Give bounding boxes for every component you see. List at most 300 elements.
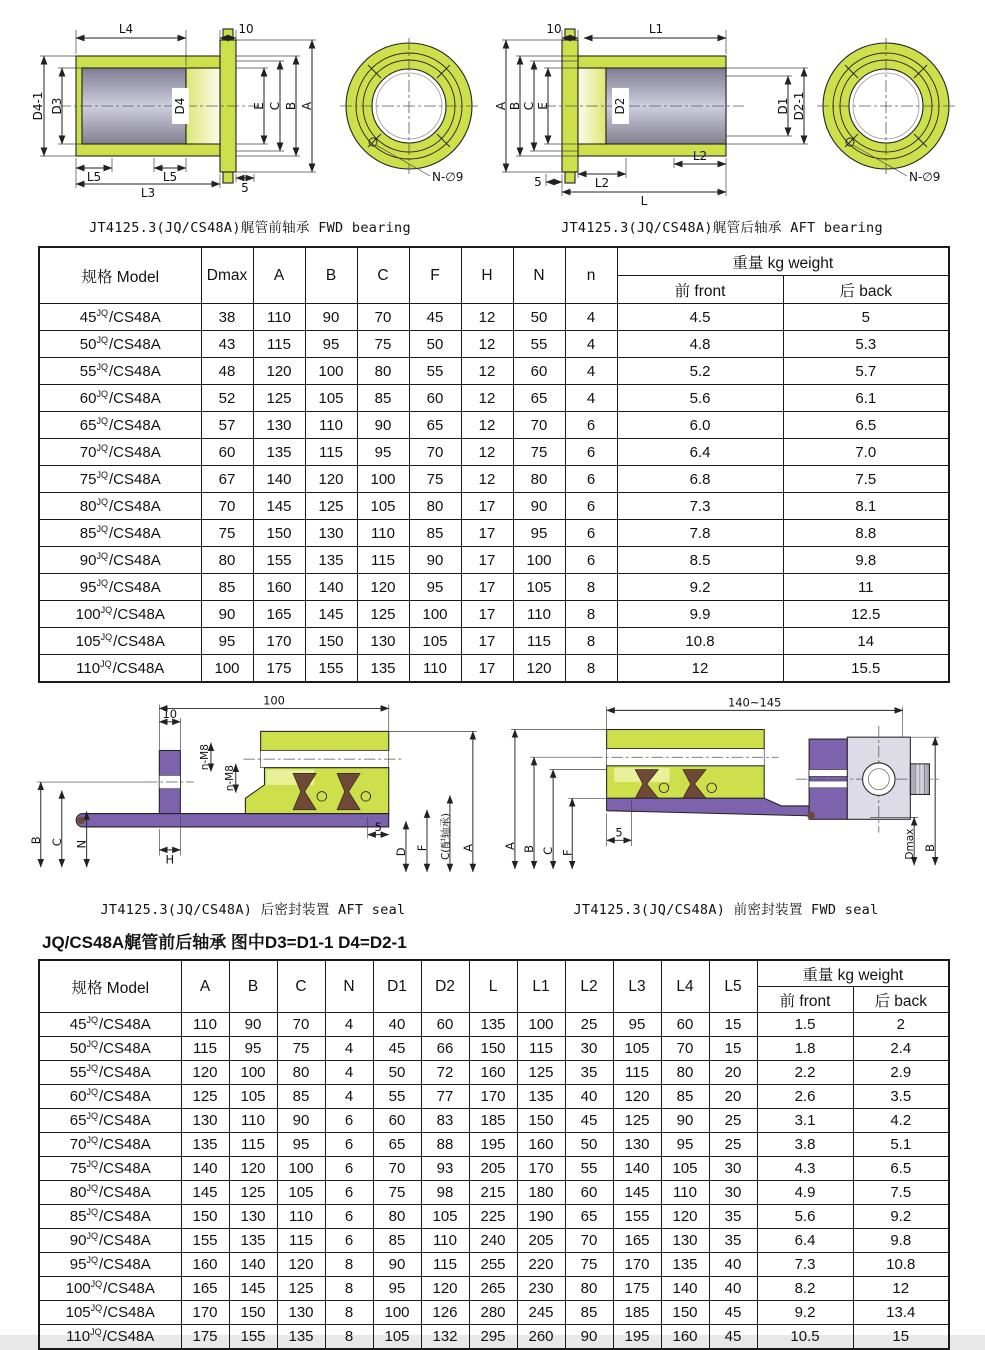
- dim-value-cell: 240: [469, 1229, 517, 1253]
- dim-value-cell: 40: [565, 1085, 613, 1109]
- dim-value-cell: 170: [181, 1301, 229, 1325]
- fwd-bearing-svg: [14, 14, 486, 210]
- dim-value-cell: 115: [305, 439, 357, 466]
- model-cell: $105^{JQ}/CS48A$: [39, 628, 201, 655]
- dim-value-cell: 4: [325, 1013, 373, 1037]
- dim-value-cell: 90: [201, 601, 253, 628]
- dim-value-cell: 72: [421, 1061, 469, 1085]
- dim-label-10: 10: [238, 22, 254, 36]
- dim-value-cell: 12: [461, 412, 513, 439]
- dim-value-cell: 140: [661, 1277, 709, 1301]
- dim-value-cell: 35: [565, 1061, 613, 1085]
- model-cell: $90^{JQ}/CS48A$: [39, 547, 201, 574]
- dim-value-cell: 75: [409, 466, 461, 493]
- dim-label-l5a: L5: [86, 170, 102, 184]
- dim-value-cell: 65: [513, 385, 565, 412]
- dim-value-cell: 140: [305, 574, 357, 601]
- dim-value-cell: 150: [229, 1301, 277, 1325]
- dim-value-cell: 155: [613, 1205, 661, 1229]
- table-row: [39, 1229, 949, 1253]
- dim-value-cell: 50: [409, 331, 461, 358]
- dim-value-cell: 4: [325, 1061, 373, 1085]
- bolt-hole-label: N-∅9: [909, 170, 941, 184]
- dim-value-cell: 135: [181, 1133, 229, 1157]
- dim-label-b2: B: [923, 844, 938, 852]
- dim-value-cell: 67: [201, 466, 253, 493]
- dim-value-cell: 6: [565, 520, 617, 547]
- dim-value-cell: 70: [513, 412, 565, 439]
- weight-front-cell: 4.8: [617, 331, 783, 358]
- dim-value-cell: 20: [709, 1085, 757, 1109]
- dim-value-cell: 50: [373, 1061, 421, 1085]
- table-row: [39, 1253, 949, 1277]
- weight-front-cell: 8.5: [617, 547, 783, 574]
- column-header: C: [277, 960, 325, 1013]
- column-header: D1: [373, 960, 421, 1013]
- dim-value-cell: 125: [613, 1109, 661, 1133]
- dim-value-cell: 75: [565, 1253, 613, 1277]
- dim-value-cell: 80: [357, 358, 409, 385]
- dim-value-cell: 98: [421, 1181, 469, 1205]
- dim-value-cell: 35: [709, 1205, 757, 1229]
- dim-value-cell: 17: [461, 601, 513, 628]
- dim-value-cell: 130: [357, 628, 409, 655]
- dim-label-l: L: [640, 194, 648, 208]
- table-row: [39, 1061, 949, 1085]
- dim-value-cell: 160: [469, 1061, 517, 1085]
- dim-value-cell: 105: [229, 1085, 277, 1109]
- column-header: L4: [661, 960, 709, 1013]
- column-header: N: [325, 960, 373, 1013]
- weight-back-cell: 14: [783, 628, 949, 655]
- dim-value-cell: 80: [661, 1061, 709, 1085]
- model-cell: $70^{JQ}/CS48A$: [39, 439, 201, 466]
- dim-value-cell: 135: [517, 1085, 565, 1109]
- weight-front-cell: 9.2: [757, 1301, 853, 1325]
- dim-value-cell: 17: [461, 628, 513, 655]
- dim-label-d4: D4: [173, 97, 187, 115]
- dim-value-cell: 150: [253, 520, 305, 547]
- model-cell: $55^{JQ}/CS48A$: [39, 1061, 181, 1085]
- dim-label-l2a: L2: [594, 176, 610, 190]
- dim-label-d4-1: D4-1: [31, 91, 45, 121]
- dim-value-cell: 110: [229, 1109, 277, 1133]
- dim-label-b: B: [284, 101, 298, 111]
- clamp-bolt-hole: [863, 763, 895, 795]
- table-row: [39, 1325, 949, 1350]
- weight-back-cell: 12.5: [783, 601, 949, 628]
- dim-value-cell: 6: [565, 493, 617, 520]
- weight-front-cell: 2.6: [757, 1085, 853, 1109]
- column-header: Dmax: [201, 247, 253, 304]
- dim-value-cell: 75: [373, 1181, 421, 1205]
- dim-value-cell: 52: [201, 385, 253, 412]
- weight-back-cell: 9.2: [853, 1205, 949, 1229]
- weight-front-cell: 9.9: [617, 601, 783, 628]
- table-row: [39, 1085, 949, 1109]
- dim-value-cell: 55: [409, 358, 461, 385]
- fwd-bearing-caption: JT4125.3(JQ/CS48A)艉管前轴承 FWD bearing: [89, 220, 411, 236]
- dim-value-cell: 6: [565, 547, 617, 574]
- dim-value-cell: 95: [201, 628, 253, 655]
- dim-label-b: B: [508, 101, 522, 111]
- dim-label-range: 140~145: [727, 695, 782, 710]
- dim-value-cell: 60: [421, 1013, 469, 1037]
- dim-value-cell: 4: [565, 304, 617, 331]
- dim-label-c: C: [268, 101, 282, 111]
- dim-value-cell: 70: [409, 439, 461, 466]
- seal-base-plate: [76, 814, 389, 827]
- dim-value-cell: 105: [373, 1325, 421, 1350]
- dim-value-cell: 6: [325, 1181, 373, 1205]
- weight-back-cell: 7.5: [853, 1181, 949, 1205]
- dim-value-cell: 80: [201, 547, 253, 574]
- dim-value-cell: 95: [513, 520, 565, 547]
- dim-value-cell: 115: [613, 1061, 661, 1085]
- dim-label-c: C: [541, 846, 556, 855]
- dim-value-cell: 115: [253, 331, 305, 358]
- dim-label-l1: L1: [648, 22, 664, 36]
- dim-value-cell: 17: [461, 493, 513, 520]
- dim-value-cell: 100: [201, 655, 253, 683]
- dim-value-cell: 6: [325, 1133, 373, 1157]
- dim-value-cell: 90: [305, 304, 357, 331]
- aft-seal-dimensions: [29, 694, 477, 872]
- dim-value-cell: 85: [565, 1301, 613, 1325]
- column-header-back: 后 back: [853, 987, 949, 1013]
- dim-value-cell: 40: [709, 1253, 757, 1277]
- aft-bearing-front-view: [817, 38, 955, 184]
- dim-value-cell: 125: [277, 1277, 325, 1301]
- dim-value-cell: 100: [305, 358, 357, 385]
- dim-value-cell: 45: [709, 1325, 757, 1350]
- column-header: L1: [517, 960, 565, 1013]
- dim-value-cell: 150: [181, 1205, 229, 1229]
- dim-value-cell: 95: [661, 1133, 709, 1157]
- dim-value-cell: 160: [661, 1325, 709, 1350]
- dim-value-cell: 65: [565, 1205, 613, 1229]
- dim-value-cell: 130: [229, 1205, 277, 1229]
- column-header-model: 规格 Model: [39, 960, 181, 1013]
- dim-value-cell: 260: [517, 1325, 565, 1350]
- dim-value-cell: 75: [201, 520, 253, 547]
- dim-value-cell: 95: [357, 439, 409, 466]
- weight-back-cell: 9.8: [783, 547, 949, 574]
- dim-value-cell: 125: [181, 1085, 229, 1109]
- dim-value-cell: 70: [565, 1229, 613, 1253]
- dim-value-cell: 265: [469, 1277, 517, 1301]
- dim-value-cell: 100: [409, 601, 461, 628]
- dim-value-cell: 130: [661, 1229, 709, 1253]
- weight-front-cell: 5.2: [617, 358, 783, 385]
- table-row: [39, 385, 949, 412]
- column-header: L2: [565, 960, 613, 1013]
- dim-value-cell: 170: [253, 628, 305, 655]
- dim-value-cell: 35: [709, 1229, 757, 1253]
- dim-value-cell: 85: [201, 574, 253, 601]
- dim-value-cell: 115: [513, 628, 565, 655]
- fwd-seal-drawing: [492, 695, 960, 918]
- weight-front-cell: 6.4: [617, 439, 783, 466]
- dim-label-l5b: L5: [162, 170, 178, 184]
- dim-value-cell: 65: [373, 1133, 421, 1157]
- weight-back-cell: 7.5: [783, 466, 949, 493]
- weight-front-cell: 4.9: [757, 1181, 853, 1205]
- weight-front-cell: 12: [617, 655, 783, 683]
- dim-value-cell: 12: [461, 466, 513, 493]
- dim-value-cell: 80: [513, 466, 565, 493]
- dim-label-b: B: [28, 836, 43, 845]
- dim-label-10: 10: [162, 706, 178, 721]
- dim-value-cell: 80: [565, 1277, 613, 1301]
- dim-value-cell: 145: [613, 1181, 661, 1205]
- bolt-hole-label: N-∅9: [432, 170, 464, 184]
- model-cell: $85^{JQ}/CS48A$: [39, 1205, 181, 1229]
- note-line: JQ/CS48A艉管前后轴承 图中D3=D1-1 D4=D2-1: [42, 933, 407, 952]
- model-cell: $60^{JQ}/CS48A$: [39, 385, 201, 412]
- table-row: [39, 655, 949, 683]
- dim-value-cell: 120: [357, 574, 409, 601]
- dim-value-cell: 220: [517, 1253, 565, 1277]
- aft-bearing-side-view: [494, 22, 808, 208]
- dim-label-c-fit: C(配轴承): [439, 813, 452, 861]
- weight-front-cell: 6.4: [757, 1229, 853, 1253]
- dim-value-cell: 130: [253, 412, 305, 439]
- dim-value-cell: 38: [201, 304, 253, 331]
- dim-value-cell: 4: [565, 331, 617, 358]
- model-cell: $65^{JQ}/CS48A$: [39, 1109, 181, 1133]
- dim-value-cell: 125: [253, 385, 305, 412]
- dim-value-cell: 135: [305, 547, 357, 574]
- dim-value-cell: 135: [277, 1325, 325, 1350]
- dim-label-nm8b: n-M8: [223, 765, 236, 792]
- dim-value-cell: 205: [469, 1157, 517, 1181]
- weight-front-cell: 5.6: [617, 385, 783, 412]
- aft-seal-svg: [14, 695, 492, 892]
- weight-front-cell: 7.8: [617, 520, 783, 547]
- dim-value-cell: 165: [181, 1277, 229, 1301]
- dim-value-cell: 4: [565, 358, 617, 385]
- table-row: [39, 493, 949, 520]
- dim-value-cell: 25: [565, 1013, 613, 1037]
- dim-value-cell: 55: [513, 331, 565, 358]
- dim-value-cell: 75: [277, 1037, 325, 1061]
- dim-value-cell: 12: [461, 331, 513, 358]
- dim-label-b: B: [522, 844, 537, 853]
- dim-label-e: E: [252, 102, 266, 110]
- dim-value-cell: 170: [517, 1157, 565, 1181]
- model-cell: $80^{JQ}/CS48A$: [39, 1181, 181, 1205]
- dim-value-cell: 135: [357, 655, 409, 683]
- dim-value-cell: 135: [469, 1013, 517, 1037]
- column-header: H: [461, 247, 513, 304]
- dim-value-cell: 120: [253, 358, 305, 385]
- model-cell: $75^{JQ}/CS48A$: [39, 1157, 181, 1181]
- dim-value-cell: 90: [357, 412, 409, 439]
- column-header: B: [229, 960, 277, 1013]
- weight-back-cell: 4.2: [853, 1109, 949, 1133]
- dim-value-cell: 215: [469, 1181, 517, 1205]
- weight-front-cell: 6.0: [617, 412, 783, 439]
- dim-value-cell: 95: [229, 1037, 277, 1061]
- table-row: [39, 1109, 949, 1133]
- dim-value-cell: 185: [469, 1109, 517, 1133]
- dim-label-5: 5: [374, 819, 382, 834]
- dim-value-cell: 8: [325, 1253, 373, 1277]
- fwd-bearing-drawing: [14, 14, 486, 236]
- dim-value-cell: 145: [229, 1277, 277, 1301]
- weight-front-cell: 5.6: [757, 1205, 853, 1229]
- dim-value-cell: 115: [357, 547, 409, 574]
- bearing-table-body: [39, 304, 949, 683]
- bearing-spec-table: [38, 246, 950, 683]
- dim-value-cell: 105: [421, 1205, 469, 1229]
- dim-value-cell: 125: [305, 493, 357, 520]
- dim-value-cell: 80: [409, 493, 461, 520]
- dim-value-cell: 8: [325, 1277, 373, 1301]
- column-header: A: [253, 247, 305, 304]
- dim-value-cell: 30: [709, 1181, 757, 1205]
- dim-value-cell: 48: [201, 358, 253, 385]
- dim-value-cell: 160: [181, 1253, 229, 1277]
- dim-label-d: D: [394, 847, 409, 857]
- dim-value-cell: 6: [325, 1205, 373, 1229]
- dim-value-cell: 70: [201, 493, 253, 520]
- aft-bearing-caption: JT4125.3(JQ/CS48A)艉管后轴承 AFT bearing: [561, 220, 883, 236]
- model-cell: $90^{JQ}/CS48A$: [39, 1229, 181, 1253]
- dim-value-cell: 20: [709, 1061, 757, 1085]
- dim-value-cell: 95: [373, 1277, 421, 1301]
- dim-value-cell: 100: [373, 1301, 421, 1325]
- dim-value-cell: 8: [565, 574, 617, 601]
- dim-label-5: 5: [615, 825, 623, 840]
- dim-value-cell: 83: [421, 1109, 469, 1133]
- dim-value-cell: 70: [661, 1037, 709, 1061]
- dim-value-cell: 30: [709, 1157, 757, 1181]
- table-row: [39, 1205, 949, 1229]
- aft-bearing-svg: [486, 14, 958, 210]
- dim-value-cell: 245: [517, 1301, 565, 1325]
- bolt-stub-bottom: [223, 172, 233, 183]
- table-row: [39, 358, 949, 385]
- dim-value-cell: 70: [277, 1013, 325, 1037]
- dim-value-cell: 110: [277, 1205, 325, 1229]
- weight-back-cell: 11: [783, 574, 949, 601]
- dim-value-cell: 40: [373, 1013, 421, 1037]
- dim-value-cell: 8: [325, 1301, 373, 1325]
- model-cell: $65^{JQ}/CS48A$: [39, 412, 201, 439]
- dim-value-cell: 132: [421, 1325, 469, 1350]
- dim-value-cell: 15: [709, 1013, 757, 1037]
- weight-front-cell: 1.8: [757, 1037, 853, 1061]
- dim-value-cell: 140: [229, 1253, 277, 1277]
- column-header: N: [513, 247, 565, 304]
- dim-value-cell: 4: [325, 1037, 373, 1061]
- dim-value-cell: 95: [277, 1133, 325, 1157]
- table-row: [39, 1157, 949, 1181]
- dim-value-cell: 88: [421, 1133, 469, 1157]
- dim-value-cell: 150: [661, 1301, 709, 1325]
- dim-label-a: A: [502, 842, 517, 850]
- fwd-seal-svg: [492, 695, 960, 892]
- dim-label-f: F: [560, 849, 575, 857]
- table-row: [39, 520, 949, 547]
- dim-value-cell: 85: [373, 1229, 421, 1253]
- model-cell: $110^{JQ}/CS48A$: [39, 1325, 181, 1350]
- weight-back-cell: 13.4: [853, 1301, 949, 1325]
- dim-value-cell: 130: [181, 1109, 229, 1133]
- dim-value-cell: 105: [305, 385, 357, 412]
- dim-value-cell: 225: [469, 1205, 517, 1229]
- dim-label-n: N: [74, 839, 89, 849]
- table-row: [39, 304, 949, 331]
- dim-value-cell: 165: [613, 1229, 661, 1253]
- dim-value-cell: 155: [305, 655, 357, 683]
- dim-value-cell: 130: [613, 1133, 661, 1157]
- dim-label-d2: D2: [613, 97, 627, 115]
- dim-value-cell: 110: [409, 655, 461, 683]
- dim-value-cell: 85: [409, 520, 461, 547]
- column-header: B: [305, 247, 357, 304]
- dim-value-cell: 90: [565, 1325, 613, 1350]
- dim-value-cell: 160: [517, 1133, 565, 1157]
- dim-label-c: C: [522, 101, 536, 111]
- dim-value-cell: 205: [517, 1229, 565, 1253]
- dim-value-cell: 155: [181, 1229, 229, 1253]
- dim-label-l3: L3: [140, 186, 156, 200]
- dim-value-cell: 175: [613, 1277, 661, 1301]
- dim-value-cell: 50: [565, 1133, 613, 1157]
- dim-value-cell: 230: [517, 1277, 565, 1301]
- model-cell: $100^{JQ}/CS48A$: [39, 1277, 181, 1301]
- dim-value-cell: 90: [409, 547, 461, 574]
- model-cell: $70^{JQ}/CS48A$: [39, 1133, 181, 1157]
- dim-value-cell: 8: [325, 1325, 373, 1350]
- model-cell: $60^{JQ}/CS48A$: [39, 1085, 181, 1109]
- table-row: [39, 1181, 949, 1205]
- column-header: L5: [709, 960, 757, 1013]
- dim-value-cell: 8: [565, 655, 617, 683]
- dim-value-cell: 90: [513, 493, 565, 520]
- column-header-back: 后 back: [783, 276, 949, 304]
- aft-seal-drawing: [14, 695, 492, 918]
- weight-back-cell: 12: [853, 1277, 949, 1301]
- weight-front-cell: 2.2: [757, 1061, 853, 1085]
- weight-front-cell: 10.5: [757, 1325, 853, 1350]
- model-cell: $50^{JQ}/CS48A$: [39, 1037, 181, 1061]
- dim-value-cell: 105: [661, 1157, 709, 1181]
- dim-value-cell: 170: [469, 1085, 517, 1109]
- table-row: [39, 1037, 949, 1061]
- model-cell: $80^{JQ}/CS48A$: [39, 493, 201, 520]
- fwd-bearing-front-view: [340, 38, 478, 184]
- dim-value-cell: 6: [565, 412, 617, 439]
- dim-value-cell: 150: [469, 1037, 517, 1061]
- dim-value-cell: 175: [181, 1325, 229, 1350]
- dim-value-cell: 110: [421, 1229, 469, 1253]
- model-cell: $110^{JQ}/CS48A$: [39, 655, 201, 683]
- dim-value-cell: 12: [461, 385, 513, 412]
- dim-value-cell: 160: [253, 574, 305, 601]
- weight-front-cell: 10.8: [617, 628, 783, 655]
- dim-value-cell: 75: [357, 331, 409, 358]
- dim-value-cell: 95: [305, 331, 357, 358]
- dim-value-cell: 150: [517, 1109, 565, 1133]
- dim-value-cell: 110: [513, 601, 565, 628]
- dim-value-cell: 125: [229, 1181, 277, 1205]
- aft-seal-caption: JT4125.3(JQ/CS48A) 后密封装置 AFT seal: [100, 902, 406, 918]
- dim-value-cell: 12: [461, 304, 513, 331]
